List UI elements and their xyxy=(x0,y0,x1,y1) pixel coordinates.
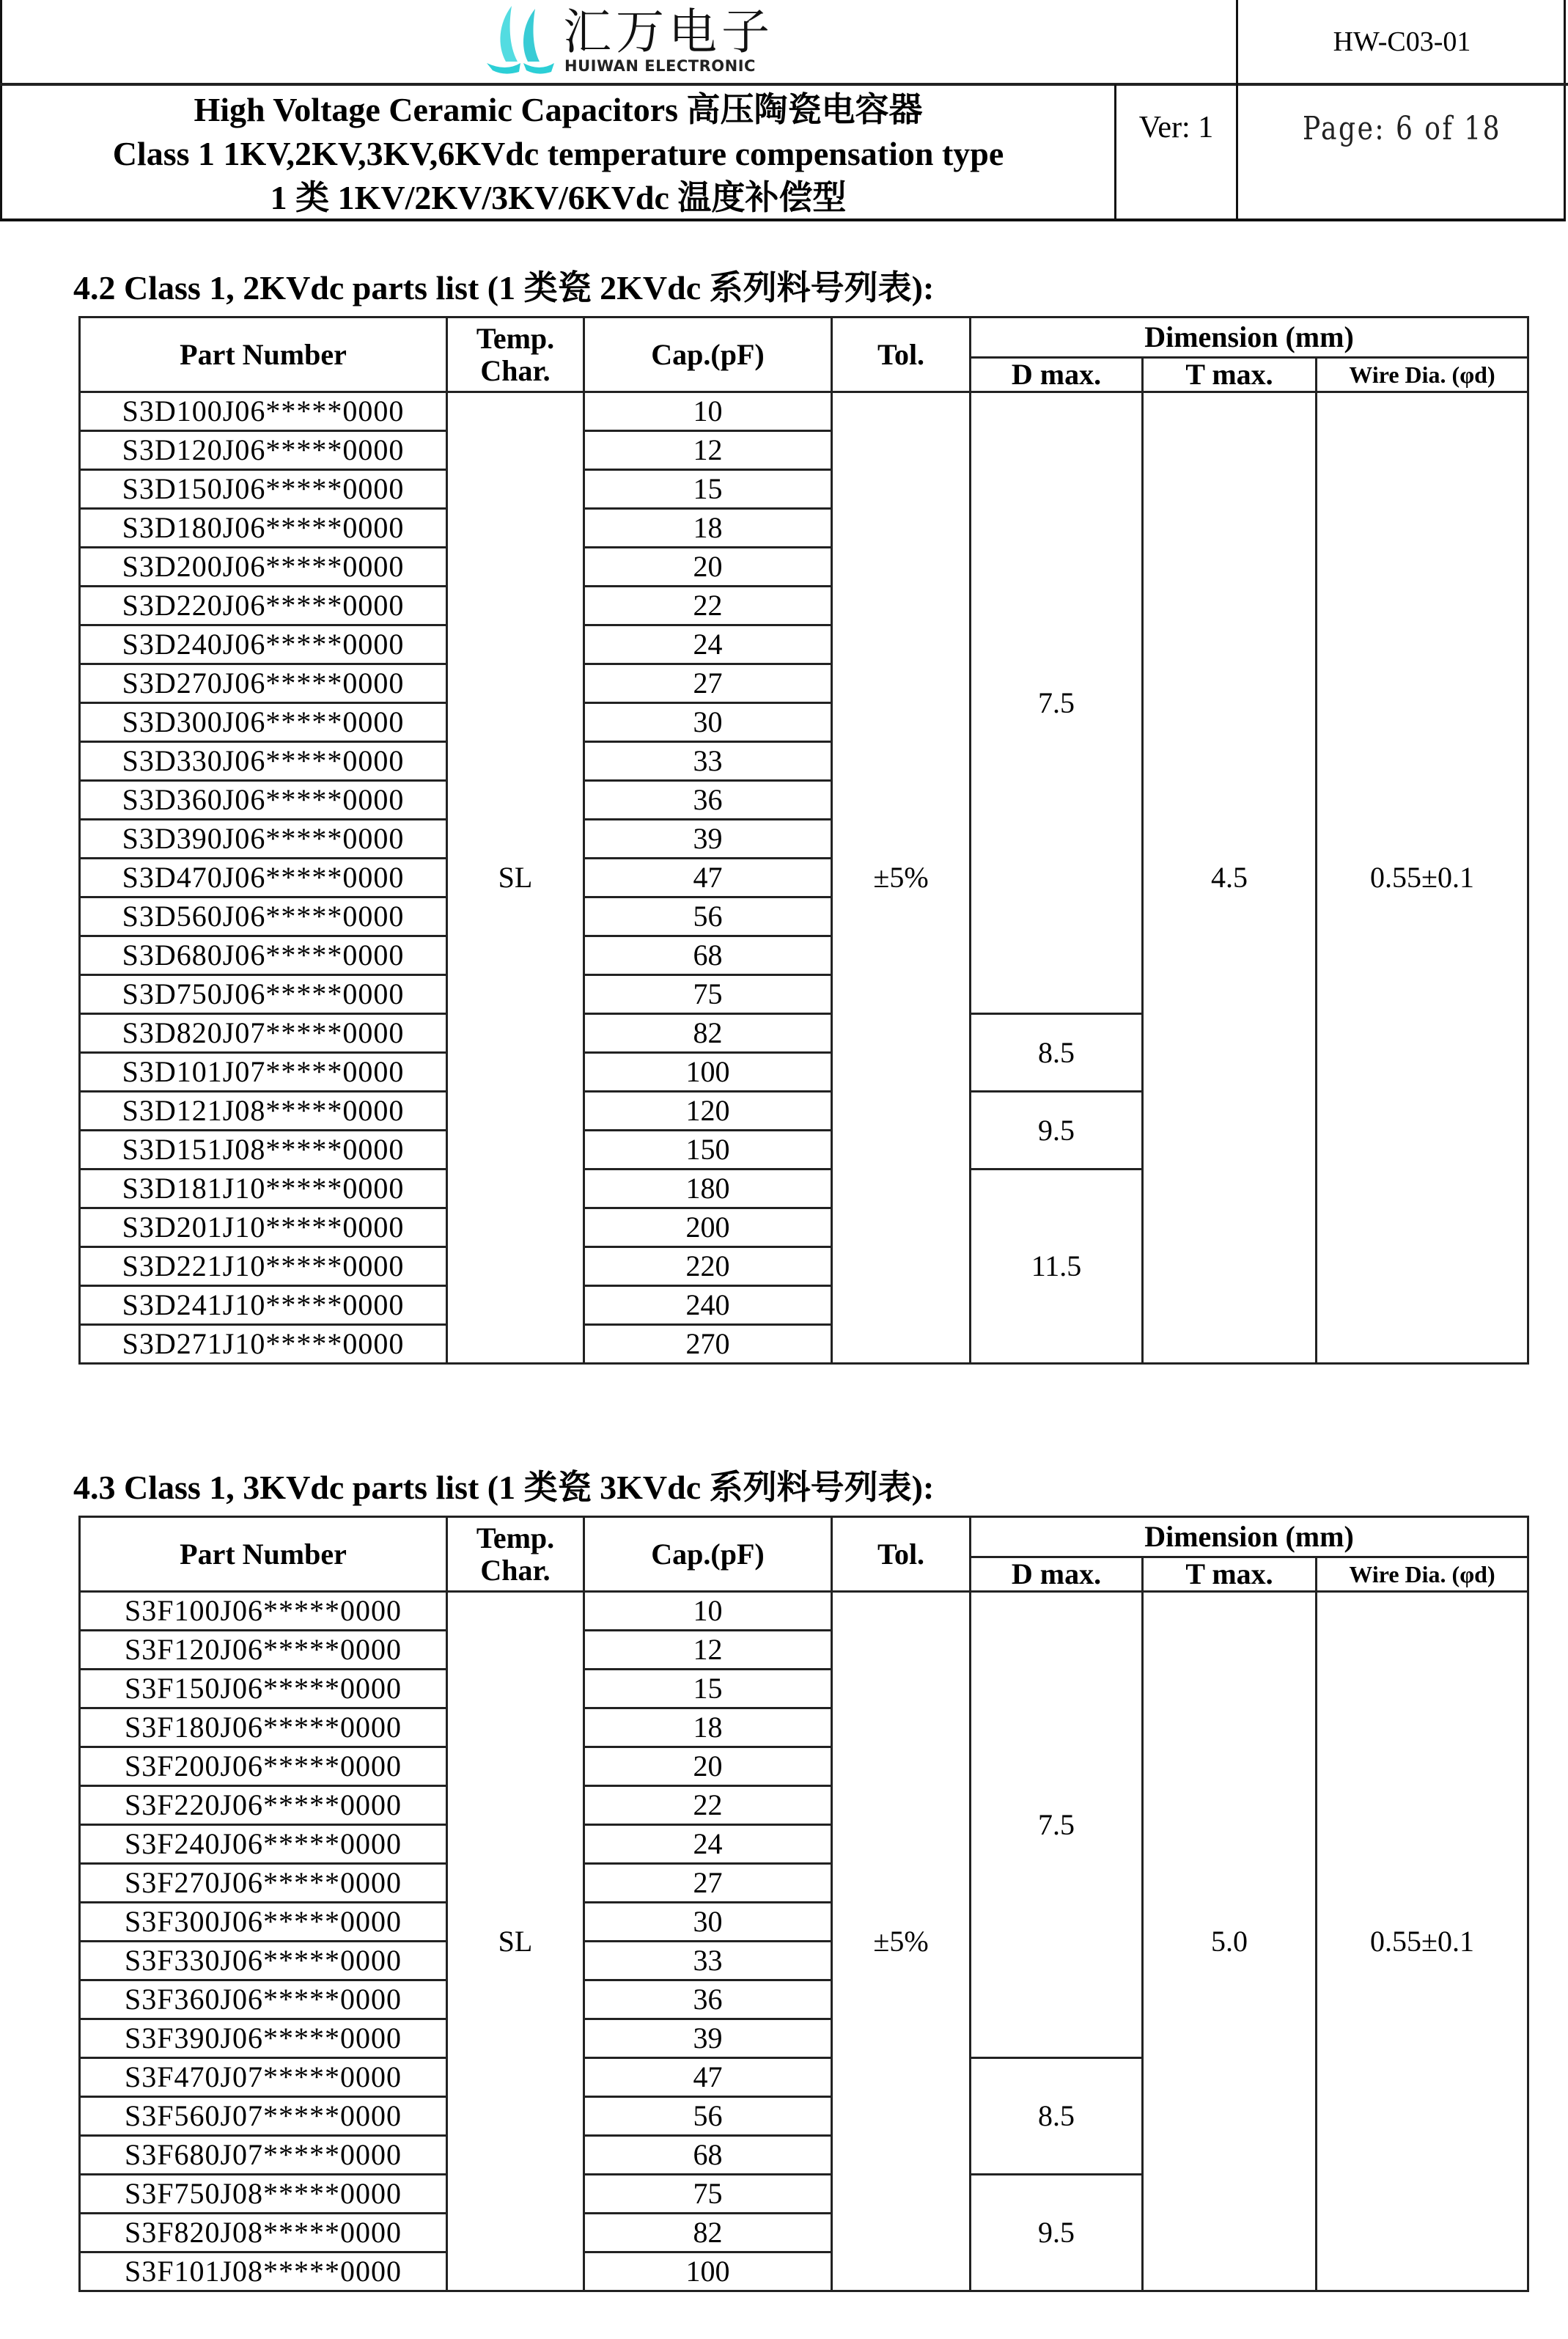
table-row xyxy=(80,1592,1528,1631)
capacitance-cell: 56 xyxy=(584,897,832,936)
part-number-cell: S3D241J10*****0000 xyxy=(80,1286,447,1325)
capacitance-cell: 20 xyxy=(584,548,832,587)
part-number-cell: S3F240J06*****0000 xyxy=(80,1825,447,1864)
capacitance-cell: 10 xyxy=(584,1592,832,1631)
temp-char-cell: SL xyxy=(447,392,584,1364)
part-number-cell: S3F220J06*****0000 xyxy=(80,1786,447,1825)
part-number-cell: S3F120J06*****0000 xyxy=(80,1631,447,1670)
parts-table-2kv xyxy=(78,316,1529,1365)
part-number-cell: S3D121J08*****0000 xyxy=(80,1092,447,1131)
part-number-cell: S3F680J07*****0000 xyxy=(80,2136,447,2175)
table-header-row xyxy=(80,1517,1528,1557)
logo-chinese-text: 汇万电子 xyxy=(563,4,774,60)
capacitance-cell: 30 xyxy=(584,1903,832,1942)
capacitance-cell: 12 xyxy=(584,431,832,470)
temp-char-cell: SL xyxy=(447,1592,584,2291)
part-number-cell: S3D151J08*****0000 xyxy=(80,1131,447,1170)
column-header-temp-char xyxy=(447,1517,584,1592)
title-line: 1 类 1KV/2KV/3KV/6KVdc 温度补偿型 xyxy=(270,178,847,216)
capacitance-cell: 39 xyxy=(584,2019,832,2058)
section-title-4-3: 4.3 Class 1, 3KVdc parts list (1 类瓷 3KVdc 系列料号列表): xyxy=(73,1469,935,1506)
capacitance-cell: 24 xyxy=(584,1825,832,1864)
tolerance-cell: ±5% xyxy=(832,392,971,1364)
part-number-cell: S3F150J06*****0000 xyxy=(80,1670,447,1708)
part-number-cell: S3F100J06*****0000 xyxy=(80,1592,447,1631)
capacitance-cell: 27 xyxy=(584,1864,832,1903)
column-header-part-number: Part Number xyxy=(80,1517,447,1592)
capacitance-cell: 200 xyxy=(584,1208,832,1247)
document-code: HW-C03-01 xyxy=(1333,26,1471,57)
d-max-cell: 11.5 xyxy=(971,1170,1143,1364)
capacitance-cell: 22 xyxy=(584,1786,832,1825)
wire-dia-cell: 0.55±0.1 xyxy=(1317,392,1528,1364)
part-number-cell: S3D221J10*****0000 xyxy=(80,1247,447,1286)
sail-logo-icon xyxy=(476,1,564,78)
table-row xyxy=(80,392,1528,431)
capacitance-cell: 22 xyxy=(584,587,832,625)
column-header-char-line: Char. xyxy=(480,353,551,387)
capacitance-cell: 100 xyxy=(584,2252,832,2291)
part-number-cell: S3D200J06*****0000 xyxy=(80,548,447,587)
part-number-cell: S3D201J10*****0000 xyxy=(80,1208,447,1247)
part-number-cell: S3D330J06*****0000 xyxy=(80,742,447,781)
column-header-part-number: Part Number xyxy=(80,317,447,392)
d-max-cell: 9.5 xyxy=(971,1092,1143,1170)
part-number-cell: S3D120J06*****0000 xyxy=(80,431,447,470)
capacitance-cell: 75 xyxy=(584,975,832,1014)
header-divider-vertical xyxy=(1114,84,1116,221)
column-header-tol: Tol. xyxy=(832,1517,971,1592)
document-header xyxy=(0,0,1568,224)
capacitance-cell: 15 xyxy=(584,470,832,509)
part-number-cell: S3D750J06*****0000 xyxy=(80,975,447,1014)
part-number-cell: S3D560J06*****0000 xyxy=(80,897,447,936)
column-header-t-max: T max. xyxy=(1143,358,1317,392)
capacitance-cell: 12 xyxy=(584,1631,832,1670)
part-number-cell: S3D180J06*****0000 xyxy=(80,509,447,548)
part-number-cell: S3F270J06*****0000 xyxy=(80,1864,447,1903)
column-header-char-line: Char. xyxy=(480,1553,551,1587)
capacitance-cell: 75 xyxy=(584,2175,832,2214)
column-header-wire-dia: Wire Dia. (φd) xyxy=(1317,1557,1528,1592)
part-number-cell: S3F101J08*****0000 xyxy=(80,2252,447,2291)
column-header-temp-char xyxy=(447,317,584,392)
capacitance-cell: 68 xyxy=(584,936,832,975)
logo-english-text: HUIWAN ELECTRONIC xyxy=(564,57,756,75)
part-number-cell: S3F330J06*****0000 xyxy=(80,1942,447,1980)
part-number-cell: S3D101J07*****0000 xyxy=(80,1053,447,1092)
part-number-cell: S3D240J06*****0000 xyxy=(80,625,447,664)
parts-table-3kv xyxy=(78,1516,1529,2292)
title-line: Class 1 1KV,2KV,3KV,6KVdc temperature compensation type xyxy=(112,134,1004,172)
page-number: Page: 6 of 18 xyxy=(1302,110,1502,147)
d-max-cell: 7.5 xyxy=(971,1592,1143,2058)
part-number-cell: S3F820J08*****0000 xyxy=(80,2214,447,2252)
capacitance-cell: 10 xyxy=(584,392,832,431)
capacitance-cell: 33 xyxy=(584,742,832,781)
part-number-cell: S3D220J06*****0000 xyxy=(80,587,447,625)
part-number-cell: S3D820J07*****0000 xyxy=(80,1014,447,1053)
part-number-cell: S3F200J06*****0000 xyxy=(80,1747,447,1786)
capacitance-cell: 270 xyxy=(584,1325,832,1364)
t-max-cell: 4.5 xyxy=(1143,392,1317,1364)
part-number-cell: S3F750J08*****0000 xyxy=(80,2175,447,2214)
column-header-cap: Cap.(pF) xyxy=(584,1517,832,1592)
column-header-temp-line: Temp. xyxy=(476,321,555,355)
capacitance-cell: 24 xyxy=(584,625,832,664)
column-header-d-max: D max. xyxy=(971,1557,1143,1592)
capacitance-cell: 36 xyxy=(584,781,832,820)
capacitance-cell: 27 xyxy=(584,664,832,703)
capacitance-cell: 100 xyxy=(584,1053,832,1092)
part-number-cell: S3F300J06*****0000 xyxy=(80,1903,447,1942)
capacitance-cell: 30 xyxy=(584,703,832,742)
capacitance-cell: 36 xyxy=(584,1980,832,2019)
part-number-cell: S3D680J06*****0000 xyxy=(80,936,447,975)
column-header-cap: Cap.(pF) xyxy=(584,317,832,392)
capacitance-cell: 18 xyxy=(584,1708,832,1747)
part-number-cell: S3D150J06*****0000 xyxy=(80,470,447,509)
part-number-cell: S3D470J06*****0000 xyxy=(80,859,447,897)
capacitance-cell: 120 xyxy=(584,1092,832,1131)
capacitance-cell: 33 xyxy=(584,1942,832,1980)
d-max-cell: 8.5 xyxy=(971,1014,1143,1092)
capacitance-cell: 15 xyxy=(584,1670,832,1708)
capacitance-cell: 20 xyxy=(584,1747,832,1786)
part-number-cell: S3D271J10*****0000 xyxy=(80,1325,447,1364)
capacitance-cell: 18 xyxy=(584,509,832,548)
part-number-cell: S3D390J06*****0000 xyxy=(80,820,447,859)
column-header-tol: Tol. xyxy=(832,317,971,392)
capacitance-cell: 56 xyxy=(584,2097,832,2136)
capacitance-cell: 47 xyxy=(584,859,832,897)
column-header-dimension: Dimension (mm) xyxy=(971,1517,1528,1557)
version-label: Ver: 1 xyxy=(1138,111,1214,144)
capacitance-cell: 240 xyxy=(584,1286,832,1325)
part-number-cell: S3F470J07*****0000 xyxy=(80,2058,447,2097)
t-max-cell: 5.0 xyxy=(1143,1592,1317,2291)
capacitance-cell: 220 xyxy=(584,1247,832,1286)
capacitance-cell: 68 xyxy=(584,2136,832,2175)
capacitance-cell: 39 xyxy=(584,820,832,859)
d-max-cell: 8.5 xyxy=(971,2058,1143,2175)
d-max-cell: 7.5 xyxy=(971,392,1143,1014)
column-header-wire-dia: Wire Dia. (φd) xyxy=(1317,358,1528,392)
capacitance-cell: 82 xyxy=(584,1014,832,1053)
part-number-cell: S3D270J06*****0000 xyxy=(80,664,447,703)
part-number-cell: S3F560J07*****0000 xyxy=(80,2097,447,2136)
column-header-temp-line: Temp. xyxy=(476,1521,555,1554)
part-number-cell: S3D360J06*****0000 xyxy=(80,781,447,820)
document-title xyxy=(2,86,1114,221)
part-number-cell: S3D100J06*****0000 xyxy=(80,392,447,431)
part-number-cell: S3D300J06*****0000 xyxy=(80,703,447,742)
column-header-dimension: Dimension (mm) xyxy=(971,317,1528,358)
part-number-cell: S3D181J10*****0000 xyxy=(80,1170,447,1208)
part-number-cell: S3F180J06*****0000 xyxy=(80,1708,447,1747)
capacitance-cell: 82 xyxy=(584,2214,832,2252)
part-number-cell: S3F390J06*****0000 xyxy=(80,2019,447,2058)
capacitance-cell: 150 xyxy=(584,1131,832,1170)
capacitance-cell: 47 xyxy=(584,2058,832,2097)
column-header-t-max: T max. xyxy=(1143,1557,1317,1592)
company-logo xyxy=(476,1,784,78)
wire-dia-cell: 0.55±0.1 xyxy=(1317,1592,1528,2291)
tolerance-cell: ±5% xyxy=(832,1592,971,2291)
section-title-4-2: 4.2 Class 1, 2KVdc parts list (1 类瓷 2KVdc 系列料号列表): xyxy=(73,269,935,306)
d-max-cell: 9.5 xyxy=(971,2175,1143,2291)
title-line: High Voltage Ceramic Capacitors 高压陶瓷电容器 xyxy=(194,90,923,128)
column-header-d-max: D max. xyxy=(971,358,1143,392)
capacitance-cell: 180 xyxy=(584,1170,832,1208)
part-number-cell: S3F360J06*****0000 xyxy=(80,1980,447,2019)
table-header-row xyxy=(80,317,1528,358)
